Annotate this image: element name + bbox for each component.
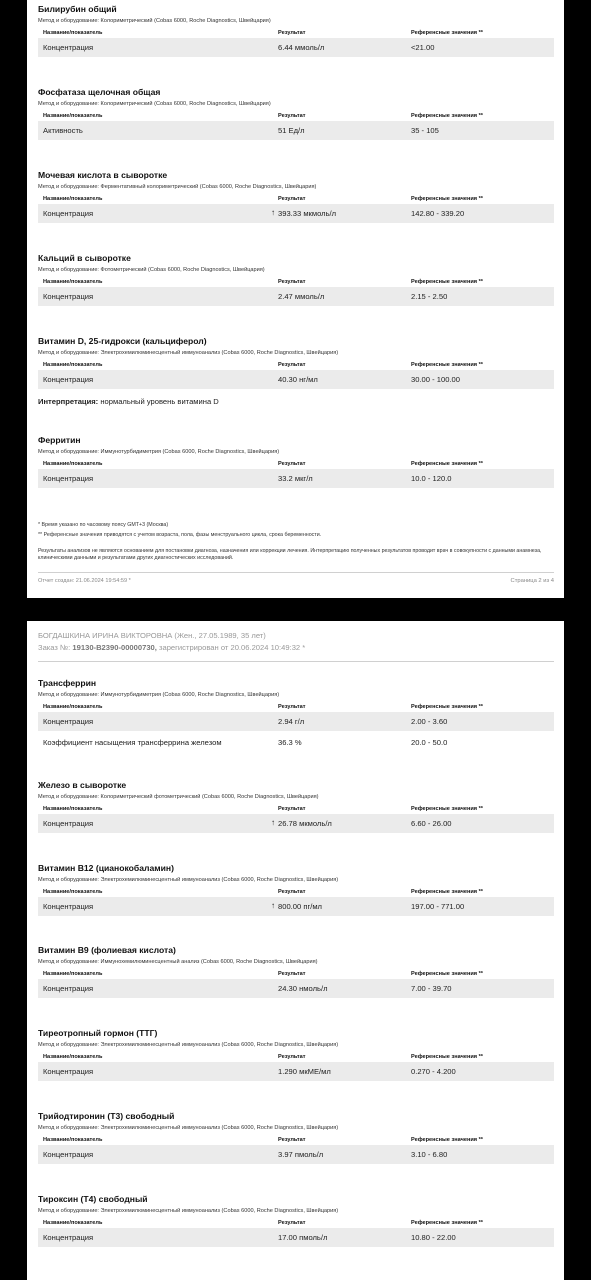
page-number: Страница 2 из 4 <box>510 578 554 584</box>
header-ref: Референсные значения ** <box>411 1220 483 1226</box>
test-section-calcium <box>38 253 554 308</box>
row-result: 2.47 ммоль/л <box>278 292 325 301</box>
order-info <box>38 643 305 652</box>
footer-divider <box>38 572 554 573</box>
section-method: Метод и оборудование: Электрохемилюминесцентный иммуноанализ (Cobas 6000, Roche Diagnostics, Швейцария) <box>38 350 339 356</box>
header-ref: Референсные значения ** <box>411 1054 483 1060</box>
row-ref: 6.60 - 26.00 <box>411 819 452 828</box>
header-name: Название/показатель <box>43 889 103 895</box>
header-result: Результат <box>278 806 306 812</box>
section-title: Билирубин общий <box>38 4 117 14</box>
header-result: Результат <box>278 279 306 285</box>
header-result: Результат <box>278 1220 306 1226</box>
patient-info: БОГДАШКИНА ИРИНА ВИКТОРОВНА (Жен., 27.05.1989, 35 лет) <box>38 631 266 640</box>
section-method: Метод и оборудование: Иммунохемилюминесцентный анализ (Cobas 6000, Roche Diagnostics, Швейцария) <box>38 959 318 965</box>
table-header <box>38 1219 554 1228</box>
test-section-vitamin-b9 <box>38 945 554 1000</box>
test-section-transferrin <box>38 678 554 754</box>
test-section-uric-acid <box>38 170 554 225</box>
header-result: Результат <box>278 461 306 467</box>
interpretation-label: Интерпретация: <box>38 397 99 406</box>
section-title: Витамин В12 (цианокобаламин) <box>38 863 174 873</box>
section-title: Мочевая кислота в сыворотке <box>38 170 168 180</box>
table-row <box>38 204 554 223</box>
row-ref: 20.0 - 50.0 <box>411 738 448 747</box>
row-result: ↑ 26.78 мкмоль/л <box>278 814 332 833</box>
section-title: Витамин D, 25-гидрокси (кальциферол) <box>38 336 207 346</box>
table-row <box>38 121 554 140</box>
header-ref: Референсные значения ** <box>411 889 483 895</box>
row-ref: 7.00 - 39.70 <box>411 984 452 993</box>
header-name: Название/показатель <box>43 1054 103 1060</box>
header-name: Название/показатель <box>43 971 103 977</box>
header-name: Название/показатель <box>43 362 103 368</box>
report-page-2 <box>27 0 564 598</box>
row-ref: 10.0 - 120.0 <box>411 474 452 483</box>
row-ref: 142.80 - 339.20 <box>411 209 465 218</box>
header-ref: Референсные значения ** <box>411 30 483 36</box>
row-name: Концентрация <box>43 43 94 52</box>
table-row <box>38 38 554 57</box>
table-row <box>38 712 554 731</box>
header-name: Название/показатель <box>43 113 103 119</box>
section-method: Метод и оборудование: Электрохемилюминесцентный иммуноанализ (Cobas 6000, Roche Diagnostics, Швейцария) <box>38 877 339 883</box>
section-method: Метод и оборудование: Иммунотурбидиметрия (Cobas 6000, Roche Diagnostics, Швейцария) <box>38 449 280 455</box>
header-name: Название/показатель <box>43 806 103 812</box>
header-ref: Референсные значения ** <box>411 1137 483 1143</box>
row-ref: 10.80 - 22.00 <box>411 1233 456 1242</box>
table-header <box>38 1053 554 1062</box>
row-result: 51 Ед/л <box>278 126 305 135</box>
row-name: Концентрация <box>43 292 94 301</box>
header-name: Название/показатель <box>43 704 103 710</box>
section-title: Ферритин <box>38 435 81 445</box>
section-method: Метод и оборудование: Колориметрический фотометрический (Cobas 6000, Roche Diagnostics, Швейцария) <box>38 794 319 800</box>
table-row <box>38 897 554 916</box>
test-section-iron <box>38 780 554 835</box>
header-name: Название/показатель <box>43 279 103 285</box>
row-name: Концентрация <box>43 717 94 726</box>
section-title: Витамин В9 (фолиевая кислота) <box>38 945 176 955</box>
table-header <box>38 278 554 287</box>
order-number: 19130-B2390-00000730, <box>72 643 157 652</box>
table-header <box>38 361 554 370</box>
interpretation-text: нормальный уровень витамина D <box>100 397 219 406</box>
row-ref: 35 - 105 <box>411 126 439 135</box>
header-result: Результат <box>278 196 306 202</box>
row-ref: 0.270 - 4.200 <box>411 1067 456 1076</box>
header-ref: Референсные значения ** <box>411 196 483 202</box>
table-header <box>38 805 554 814</box>
row-name: Концентрация <box>43 902 94 911</box>
table-row <box>38 469 554 488</box>
table-header <box>38 888 554 897</box>
test-section-t4-free <box>38 1194 554 1249</box>
table-row <box>38 287 554 306</box>
table-row <box>38 1062 554 1081</box>
test-section-alkaline-phosphatase <box>38 87 554 142</box>
disclaimer: Результаты анализов не являются основанием для постановки диагноза, назначения или коррекции лечения. Интерпретацию полученных результатов проводит врач в совокупности с данными анамнеза, клиническими данными и результатами других диагностических исследований. <box>38 548 542 561</box>
header-result: Результат <box>278 362 306 368</box>
row-name: Концентрация <box>43 209 94 218</box>
row-name: Коэффициент насыщения трансферрина железом <box>43 738 222 747</box>
table-row <box>38 1145 554 1164</box>
row-result: 2.94 г/л <box>278 717 305 726</box>
row-name: Активность <box>43 126 83 135</box>
row-result: ↑ 800.00 пг/мл <box>278 897 322 916</box>
row-name: Концентрация <box>43 375 94 384</box>
row-name: Концентрация <box>43 1067 94 1076</box>
section-method: Метод и оборудование: Фотометрический (Cobas 6000, Roche Diagnostics, Швейцария) <box>38 267 265 273</box>
row-ref: <21.00 <box>411 43 435 52</box>
section-title: Тиреотропный гормон (ТТГ) <box>38 1028 158 1038</box>
row-ref: 2.00 - 3.60 <box>411 717 448 726</box>
table-header <box>38 112 554 121</box>
header-result: Результат <box>278 113 306 119</box>
table-row <box>38 1228 554 1247</box>
section-title: Фосфатаза щелочная общая <box>38 87 161 97</box>
footnote-reference: ** Референсные значения приводятся с учетом возраста, пола, фазы менструального цикла, срока беременности. <box>38 532 322 538</box>
header-result: Результат <box>278 704 306 710</box>
table-header <box>38 970 554 979</box>
row-result: ↑ 393.33 мкмоль/л <box>278 204 336 223</box>
test-section-ferritin <box>38 435 554 490</box>
section-method: Метод и оборудование: Иммунотурбидиметрия (Cobas 6000, Roche Diagnostics, Швейцария) <box>38 692 280 698</box>
header-name: Название/показатель <box>43 461 103 467</box>
footnote-timezone: * Время указано по часовому поясу GMT+3 (Москва) <box>38 522 169 528</box>
table-row <box>38 979 554 998</box>
table-row <box>38 814 554 833</box>
section-title: Железо в сыворотке <box>38 780 127 790</box>
section-method: Метод и оборудование: Колориметрический (Cobas 6000, Roche Diagnostics, Швейцария) <box>38 18 271 24</box>
row-result: 17.00 пмоль/л <box>278 1233 328 1242</box>
section-title: Трийодтиронин (Т3) свободный <box>38 1111 175 1121</box>
order-registered: зарегистрирован от 20.06.2024 10:49:32 * <box>159 643 306 652</box>
row-ref: 2.15 - 2.50 <box>411 292 448 301</box>
section-method: Метод и оборудование: Ферментативный колориметрический (Cobas 6000, Roche Diagnostics, Швейцария) <box>38 184 317 190</box>
header-name: Название/показатель <box>43 30 103 36</box>
row-ref: 197.00 - 771.00 <box>411 902 465 911</box>
row-result: 6.44 ммоль/л <box>278 43 325 52</box>
arrow-up-icon: ↑ <box>271 208 275 217</box>
table-row <box>38 370 554 389</box>
header-result: Результат <box>278 1054 306 1060</box>
header-ref: Референсные значения ** <box>411 362 483 368</box>
report-page-3 <box>27 621 564 1280</box>
table-header <box>38 1136 554 1145</box>
header-name: Название/показатель <box>43 1220 103 1226</box>
header-ref: Референсные значения ** <box>411 704 483 710</box>
row-result: 40.30 нг/мл <box>278 375 318 384</box>
row-name: Концентрация <box>43 1233 94 1242</box>
row-result: 36.3 % <box>278 738 302 747</box>
report-generated: Отчет создан: 21.06.2024 19:54:59 * <box>38 578 131 584</box>
table-header <box>38 703 554 712</box>
section-method: Метод и оборудование: Электрохемилюминесцентный иммуноанализ (Cobas 6000, Roche Diagnostics, Швейцария) <box>38 1042 339 1048</box>
test-section-vitamin-d <box>38 336 554 391</box>
test-section-vitamin-b12 <box>38 863 554 918</box>
header-ref: Референсные значения ** <box>411 806 483 812</box>
section-title: Тироксин (Т4) свободный <box>38 1194 148 1204</box>
header-ref: Референсные значения ** <box>411 971 483 977</box>
order-prefix: Заказ №: <box>38 643 71 652</box>
arrow-up-icon: ↑ <box>271 818 275 827</box>
table-row <box>38 733 554 752</box>
header-name: Название/показатель <box>43 196 103 202</box>
header-ref: Референсные значения ** <box>411 113 483 119</box>
row-name: Концентрация <box>43 984 94 993</box>
section-method: Метод и оборудование: Электрохемилюминесцентный иммуноанализ (Cobas 6000, Roche Diagnostics, Швейцария) <box>38 1125 339 1131</box>
test-section-bilirubin <box>38 4 554 59</box>
section-title: Кальций в сыворотке <box>38 253 131 263</box>
interpretation <box>38 397 219 406</box>
section-title: Трансферрин <box>38 678 97 688</box>
arrow-up-icon: ↑ <box>271 901 275 910</box>
row-name: Концентрация <box>43 474 94 483</box>
table-header <box>38 29 554 38</box>
header-result: Результат <box>278 30 306 36</box>
row-ref: 30.00 - 100.00 <box>411 375 460 384</box>
header-result: Результат <box>278 971 306 977</box>
header-ref: Референсные значения ** <box>411 279 483 285</box>
row-name: Концентрация <box>43 1150 94 1159</box>
header-result: Результат <box>278 889 306 895</box>
header-result: Результат <box>278 1137 306 1143</box>
row-result: 33.2 мкг/л <box>278 474 313 483</box>
row-ref: 3.10 - 6.80 <box>411 1150 448 1159</box>
header-divider <box>38 661 554 662</box>
header-name: Название/показатель <box>43 1137 103 1143</box>
row-result: 1.290 мкМЕ/мл <box>278 1067 331 1076</box>
section-method: Метод и оборудование: Электрохемилюминесцентный иммуноанализ (Cobas 6000, Roche Diagnostics, Швейцария) <box>38 1208 339 1214</box>
table-header <box>38 195 554 204</box>
test-section-t3-free <box>38 1111 554 1166</box>
header-ref: Референсные значения ** <box>411 461 483 467</box>
test-section-tsh <box>38 1028 554 1083</box>
row-result: 24.30 нмоль/л <box>278 984 328 993</box>
row-name: Концентрация <box>43 819 94 828</box>
table-header <box>38 460 554 469</box>
section-method: Метод и оборудование: Колориметрический (Cobas 6000, Roche Diagnostics, Швейцария) <box>38 101 271 107</box>
row-result: 3.97 пмоль/л <box>278 1150 324 1159</box>
